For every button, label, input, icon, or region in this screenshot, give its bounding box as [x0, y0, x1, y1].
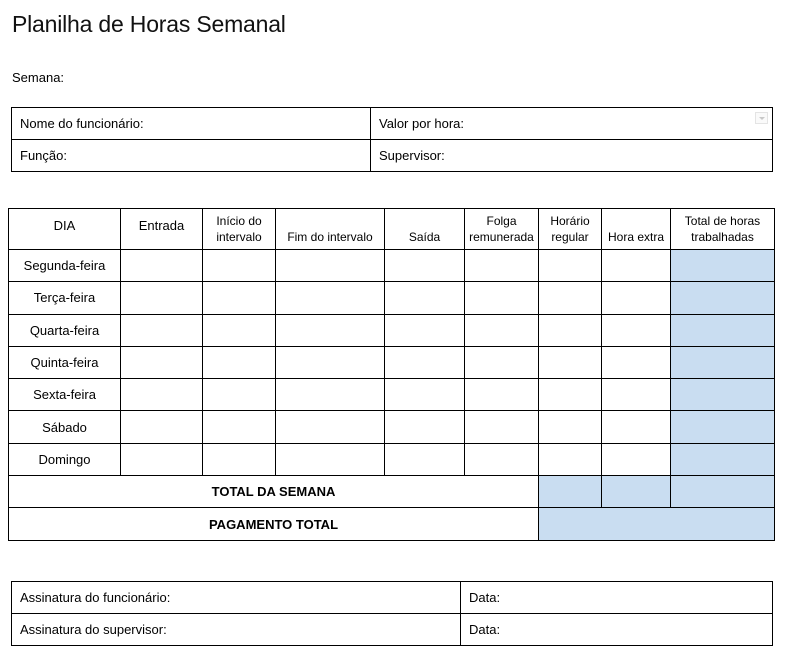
- week-total-label: TOTAL DA SEMANA: [9, 476, 539, 508]
- supervisor-field[interactable]: [371, 140, 773, 172]
- entry-cell[interactable]: [121, 314, 203, 346]
- week-total-hours[interactable]: [671, 476, 775, 508]
- header-total-hours: Total de horas trabalhadas: [671, 209, 775, 250]
- break-end-cell[interactable]: [276, 346, 385, 378]
- break-start-cell[interactable]: [203, 314, 276, 346]
- day-label: Sexta-feira: [9, 379, 121, 411]
- supervisor-signature-field[interactable]: [12, 614, 461, 646]
- regular-hours-cell[interactable]: [539, 379, 602, 411]
- supervisor-signature-label: Assinatura do supervisor:: [20, 622, 167, 637]
- day-label: Quarta-feira: [9, 314, 121, 346]
- regular-hours-cell[interactable]: [539, 314, 602, 346]
- total-payment-label: PAGAMENTO TOTAL: [9, 508, 539, 540]
- break-end-cell[interactable]: [276, 411, 385, 443]
- table-row: [9, 443, 775, 475]
- break-start-cell[interactable]: [203, 443, 276, 475]
- day-label: Terça-feira: [9, 282, 121, 314]
- day-label: Sábado: [9, 411, 121, 443]
- week-total-overtime[interactable]: [602, 476, 671, 508]
- paid-leave-cell[interactable]: [465, 443, 539, 475]
- regular-hours-cell[interactable]: [539, 282, 602, 314]
- paid-leave-cell[interactable]: [465, 379, 539, 411]
- employee-signature-label: Assinatura do funcionário:: [20, 590, 171, 605]
- day-label: Domingo: [9, 443, 121, 475]
- supervisor-date-field[interactable]: [461, 614, 773, 646]
- overtime-cell[interactable]: [602, 379, 671, 411]
- exit-cell[interactable]: [385, 443, 465, 475]
- regular-hours-cell[interactable]: [539, 443, 602, 475]
- role-label: Função:: [20, 148, 67, 163]
- entry-cell[interactable]: [121, 250, 203, 282]
- employee-signature-field[interactable]: [12, 582, 461, 614]
- overtime-cell[interactable]: [602, 346, 671, 378]
- regular-hours-cell[interactable]: [539, 346, 602, 378]
- employee-name-label: Nome do funcionário:: [20, 116, 144, 131]
- overtime-cell[interactable]: [602, 443, 671, 475]
- total-hours-cell[interactable]: [671, 314, 775, 346]
- total-hours-cell[interactable]: [671, 411, 775, 443]
- day-label: Segunda-feira: [9, 250, 121, 282]
- page-title: Planilha de Horas Semanal: [12, 11, 286, 37]
- hourly-rate-label: Valor por hora:: [379, 116, 465, 131]
- break-start-cell[interactable]: [203, 379, 276, 411]
- table-row: [9, 346, 775, 378]
- entry-cell[interactable]: [121, 346, 203, 378]
- hourly-rate-field[interactable]: [371, 108, 773, 140]
- regular-hours-cell[interactable]: [539, 411, 602, 443]
- total-payment-value[interactable]: [539, 508, 775, 540]
- paid-leave-cell[interactable]: [465, 314, 539, 346]
- overtime-cell[interactable]: [602, 411, 671, 443]
- entry-cell[interactable]: [121, 411, 203, 443]
- total-hours-cell[interactable]: [671, 443, 775, 475]
- dropdown-arrow-icon[interactable]: [755, 112, 768, 124]
- timesheet-table: [8, 208, 775, 541]
- table-row: [9, 282, 775, 314]
- supervisor-label: Supervisor:: [379, 148, 445, 163]
- overtime-cell[interactable]: [602, 282, 671, 314]
- break-end-cell[interactable]: [276, 282, 385, 314]
- total-hours-cell[interactable]: [671, 250, 775, 282]
- break-start-cell[interactable]: [203, 411, 276, 443]
- header-row: [9, 209, 775, 250]
- header-regular-hours: Horário regular: [539, 209, 602, 250]
- break-start-cell[interactable]: [203, 346, 276, 378]
- exit-cell[interactable]: [385, 250, 465, 282]
- table-row: [9, 379, 775, 411]
- regular-hours-cell[interactable]: [539, 250, 602, 282]
- exit-cell[interactable]: [385, 379, 465, 411]
- day-label: Quinta-feira: [9, 346, 121, 378]
- entry-cell[interactable]: [121, 443, 203, 475]
- date-label: Data:: [469, 622, 501, 637]
- header-day: DIA: [9, 209, 121, 250]
- entry-cell[interactable]: [121, 282, 203, 314]
- employee-name-field[interactable]: [12, 108, 371, 140]
- break-end-cell[interactable]: [276, 379, 385, 411]
- header-entry: Entrada: [121, 209, 203, 250]
- table-row: [9, 250, 775, 282]
- break-end-cell[interactable]: [276, 250, 385, 282]
- week-label[interactable]: Semana:: [12, 70, 65, 85]
- week-total-row: [9, 476, 775, 508]
- employee-info-table: [11, 107, 773, 172]
- signature-table: [11, 581, 773, 646]
- entry-cell[interactable]: [121, 379, 203, 411]
- break-start-cell[interactable]: [203, 282, 276, 314]
- total-hours-cell[interactable]: [671, 379, 775, 411]
- week-total-regular-hours[interactable]: [539, 476, 602, 508]
- break-start-cell[interactable]: [203, 250, 276, 282]
- exit-cell[interactable]: [385, 346, 465, 378]
- role-field[interactable]: [12, 140, 371, 172]
- paid-leave-cell[interactable]: [465, 411, 539, 443]
- paid-leave-cell[interactable]: [465, 250, 539, 282]
- break-end-cell[interactable]: [276, 443, 385, 475]
- break-end-cell[interactable]: [276, 314, 385, 346]
- exit-cell[interactable]: [385, 411, 465, 443]
- overtime-cell[interactable]: [602, 314, 671, 346]
- header-paid-leave: Folga remunerada: [465, 209, 539, 250]
- employee-date-field[interactable]: [461, 582, 773, 614]
- paid-leave-cell[interactable]: [465, 346, 539, 378]
- table-row: [9, 411, 775, 443]
- overtime-cell[interactable]: [602, 250, 671, 282]
- header-overtime: Hora extra: [602, 209, 671, 250]
- total-hours-cell[interactable]: [671, 346, 775, 378]
- date-label: Data:: [469, 590, 501, 605]
- header-break-start: Início do intervalo: [203, 209, 276, 250]
- total-payment-row: [9, 508, 775, 540]
- table-row: [9, 314, 775, 346]
- header-exit: Saída: [385, 209, 465, 250]
- paid-leave-cell[interactable]: [465, 282, 539, 314]
- header-break-end: Fim do intervalo: [276, 209, 385, 250]
- exit-cell[interactable]: [385, 282, 465, 314]
- exit-cell[interactable]: [385, 314, 465, 346]
- total-hours-cell[interactable]: [671, 282, 775, 314]
